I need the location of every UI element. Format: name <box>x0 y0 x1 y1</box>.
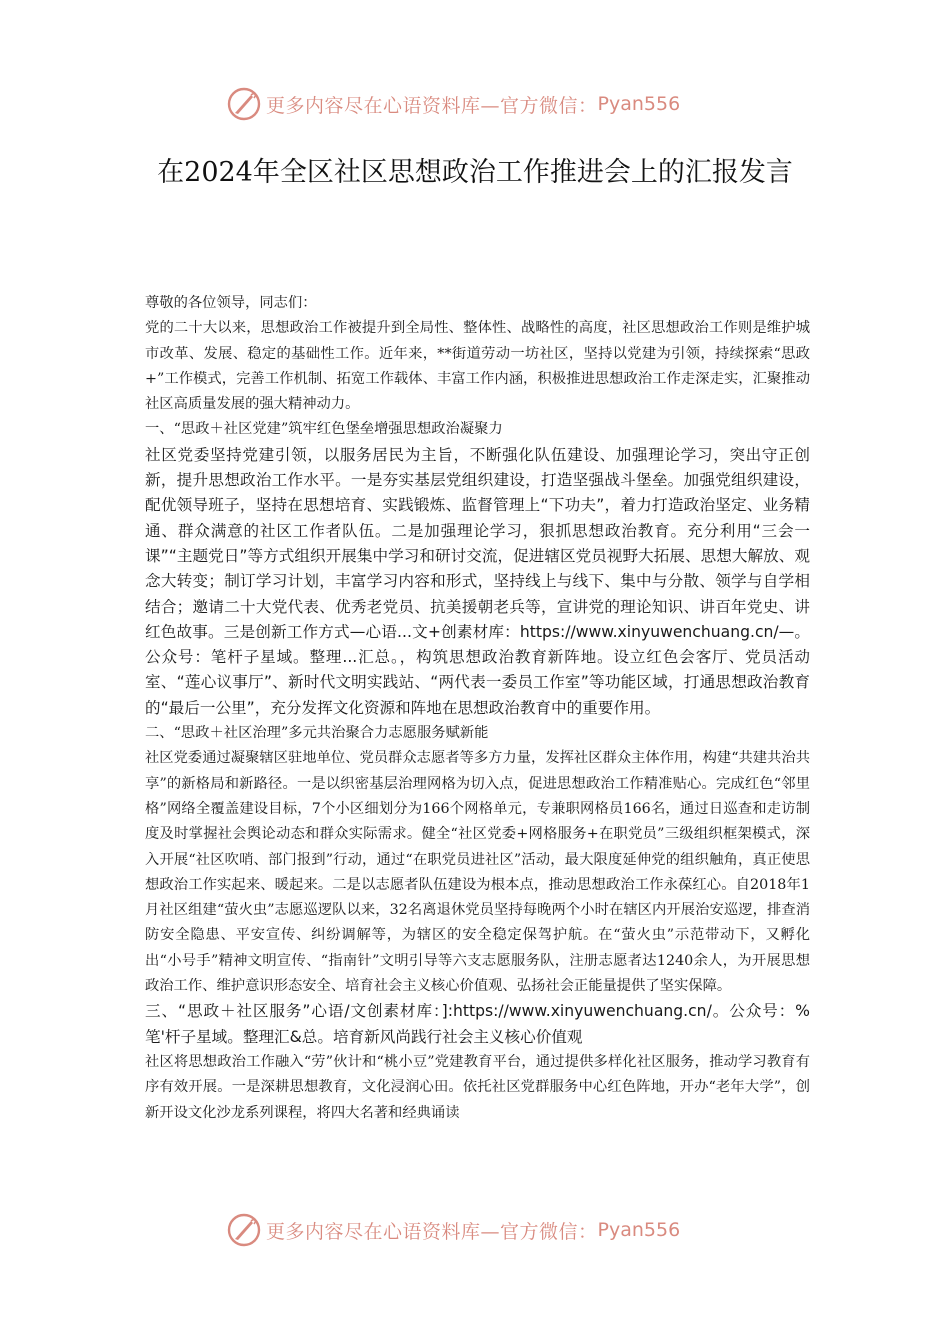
section-1-heading: 一、“思政＋社区党建”筑牢红色堡垒增强思想政治凝聚力 <box>145 421 503 438</box>
salutation: 尊敬的各位领导，同志们： <box>145 295 317 311</box>
section-3-heading: 三、“思政＋社区服务”心语/文创素材库：]:https://www.xinyuwenchuang.cn/。公众号：%笔'杆子星域。整理汇&总。培育新风尚践行社会主义核心价值观 <box>145 1002 810 1046</box>
watermark-footer <box>226 1210 746 1250</box>
section-2-heading: 二、“思政＋社区治理”多元共治聚合力志愿服务赋新能 <box>145 725 489 742</box>
watermark-text: 更多内容尽在心语资料库—官方微信： <box>266 94 598 117</box>
document-body <box>145 291 810 1126</box>
document-title: 在2024年全区社区思想政治工作推进会上的汇报发言 <box>157 157 793 188</box>
watermark-text: 更多内容尽在心语资料库—官方微信： <box>266 1220 598 1243</box>
section-1-body: 社区党委坚持党建引领，以服务居民为主旨，不断强化队伍建设、加强理论学习，突出守正创新，提升思想政治工作水平。一是夯实基层党组织建设，打造坚强战斗堡垒。加强党组织建设，配优领导班子，坚持在思想培育、实践锻炼、监督管理上“下功夫”，着力打造政治坚定、业务精通、群众满意的社区工作者队伍。二是加强理论学习，狠抓思想政治教育。充分利用“三会一课”“主题党日”等方式组织开展集中学习和研讨交流，促进辖区党员视野大拓展、思想大解放、观念大转变；制订学习计划，丰富学习内容和形式，坚持线上与线下、集中与分散、领学与自学相结合；邀请二十大党代表、优秀老党员、抗美援朝老兵等，宣讲党的理论知识、讲百年党史、讲红色故事。三是创新工作方式—心语...文+创素材库：https://www.xinyuwenchuang.cn/—。公众号：笔杆子星域。整理...汇总。，构筑思想政治教育新阵地。设立红色会客厅、党员活动室、“莲心议事厅”、新时代文明实践站、“两代表一委员工作室”等功能区域，打通思想政治教育的“最后一公里”，充分发挥文化资源和阵地在思想政治教育中的重要作用。 <box>145 445 810 717</box>
section-2-body: 社区党委通过凝聚辖区驻地单位、党员群众志愿者等多方力量，发挥社区群众主体作用，构建“共建共治共享”的新格局和新路径。一是以织密基层治理网格为切入点，促进思想政治工作精准贴心。完成红色“邻里格”网络全覆盖建设目标，7个小区细划分为166个网格单元，专兼职网格员166名，通过日巡查和走访制度及时掌握社会舆论动态和群众实际需求。健全“社区党委+网格服务+在职党员”三级组织框架模式，深入开展“社区吹哨、部门报到”行动，通过“在职党员进社区”活动，最大限度延伸党的组织触角，真正使思想政治工作实起来、暖起来。二是以志愿者队伍建设为根本点，推动思想政治工作永葆红心。自2018年1月社区组建“萤火虫”志愿巡逻队以来，32名离退休党员坚持每晚两个小时在辖区内开展治安巡逻，排查消防安全隐患、平安宣传、纠纷调解等，为辖区的安全稳定保驾护航。在“萤火虫”示范带动下，又孵化出“小号手”精神文明宣传、“指南针”文明引导等六支志愿服务队，注册志愿者达1240余人，为开展思想政治工作、维护意识形态安全、培育社会主义核心价值观、弘扬社会正能量提供了坚实保障。 <box>145 750 810 995</box>
intro-paragraph: 党的二十大以来，思想政治工作被提升到全局性、整体性、战略性的高度，社区思想政治工作则是维护城市改革、发展、稳定的基础性工作。近年来，**街道劳动一坊社区，坚持以党建为引领，持续探索“思政+”工作模式，完善工作机制、拓宽工作载体、丰富工作内涵，积极推进思想政治工作走深走实，汇聚推动社区高质量发展的强大精神动力。 <box>145 320 810 413</box>
quill-pen-icon <box>226 1212 262 1248</box>
watermark-wechat-id: Pyan556 <box>597 93 681 115</box>
watermark-header <box>226 84 746 124</box>
section-3-body: 社区将思想政治工作融入“劳”伙计和“桃小豆”党建教育平台，通过提供多样化社区服务，推动学习教育有序有效开展。一是深耕思想教育，文化浸润心田。依托社区党群服务中心红色阵地，开办“老年大学”，创新开设文化沙龙系列课程，将四大名著和经典诵读 <box>145 1053 810 1121</box>
quill-pen-icon <box>226 86 262 122</box>
watermark-wechat-id: Pyan556 <box>597 1219 681 1241</box>
